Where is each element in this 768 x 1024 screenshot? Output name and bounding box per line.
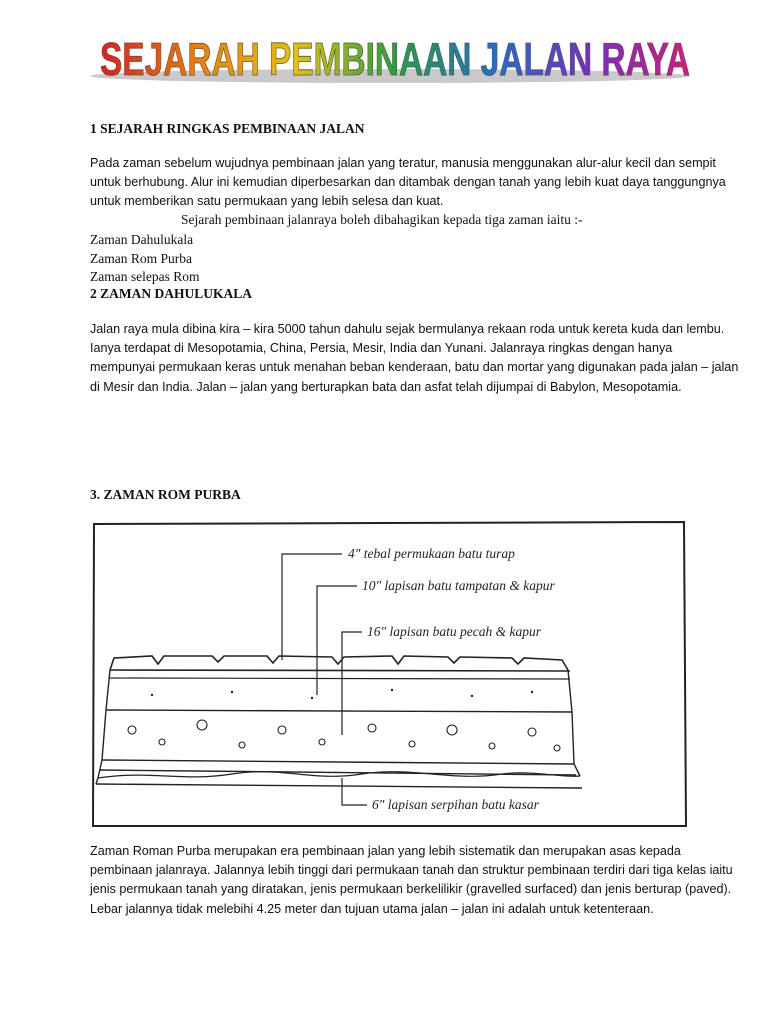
title-wordart xyxy=(90,28,700,88)
label-layer-3: 16" lapisan batu pecah & kapur xyxy=(367,624,542,639)
bottom-line xyxy=(96,784,582,788)
section-3-heading: 3. ZAMAN ROM PURBA xyxy=(90,487,241,502)
roman-road-cross-section xyxy=(92,520,688,830)
era-item: Zaman selepas Rom xyxy=(90,269,200,284)
section-1-paragraph: Pada zaman sebelum wujudnya pembinaan jalan yang teratur, manusia menggunakan alur-alur kecil dan sempit untuk berhubung. Alur ini kemudian diperbesarkan dan ditambak dengan tanah yang lebih kuat daya tanggungnya untuk memberikan satu permukaan yang lebih selesa dan kuat. xyxy=(90,156,726,209)
section-2-heading: 2 ZAMAN DAHULUKALA xyxy=(90,286,252,301)
section-2-paragraph: Jalan raya mula dibina kira – kira 5000 tahun dahulu sejak bermulanya rekaan roda untuk kereta kuda dan lembu. Ianya terdapat di Mesopotamia, China, Persia, Mesir, India dan Yunani. Jalanraya ringkas dengan hanya mempunyai permukaan keras untuk menahan beban kenderaan, batu dan mortar yang digunakan pada jalan – jalan di Mesir dan India. Jalan – jalan yang berturapkan bata dan asfat telah dijumpai di Babylon, Mesopotamia. xyxy=(90,322,739,394)
title-text: SEJARAH PEMBINAAN JALAN RAYA xyxy=(100,33,690,85)
surface-line xyxy=(110,670,570,671)
layer3-stones xyxy=(128,720,560,751)
page-title xyxy=(90,28,700,88)
left-edge xyxy=(96,670,110,784)
layer-line-3 xyxy=(102,760,574,764)
road-diagram-svg xyxy=(92,520,688,830)
era-list xyxy=(90,231,199,287)
section-1-heading: 1 SEJARAH RINGKAS PEMBINAAN JALAN xyxy=(90,121,365,136)
leader-3 xyxy=(342,632,362,735)
label-layer-1: 4" tebal permukaan batu turap xyxy=(348,546,515,561)
paving-stones xyxy=(110,656,568,670)
era-item: Zaman Dahulukala xyxy=(90,232,194,247)
right-edge xyxy=(568,670,580,776)
layer-line-1 xyxy=(110,678,570,679)
leader-1 xyxy=(282,554,342,660)
era-item: Zaman Rom Purba xyxy=(90,250,192,266)
section-1-intro: Sejarah pembinaan jalanraya boleh dibahagikan kepada tiga zaman iaitu :- xyxy=(181,212,583,227)
label-layer-2: 10" lapisan batu tampatan & kapur xyxy=(362,578,555,593)
leader-4 xyxy=(342,778,367,805)
diagram-frame xyxy=(93,522,686,826)
label-layer-4: 6" lapisan serpihan batu kasar xyxy=(372,797,539,812)
section-3-paragraph: Zaman Roman Purba merupakan era pembinaan jalan yang lebih sistematik dan merupakan asas kepada pembinaan jalanraya. Jalannya lebih tinggi dari permukaan tanah dan struktur pembinaan terdiri dari tiga kelas iaitu jenis permukaan tanah yang diratakan, jenis permukaan berkelilikir (gravelled surfaced) dan jenis berturap (paved). Lebar jalannya tidak melebihi 4.25 meter dan tujuan utama jalan – jalan ini adalah untuk ketenteraan. xyxy=(90,844,733,916)
layer-line-2 xyxy=(106,710,572,712)
